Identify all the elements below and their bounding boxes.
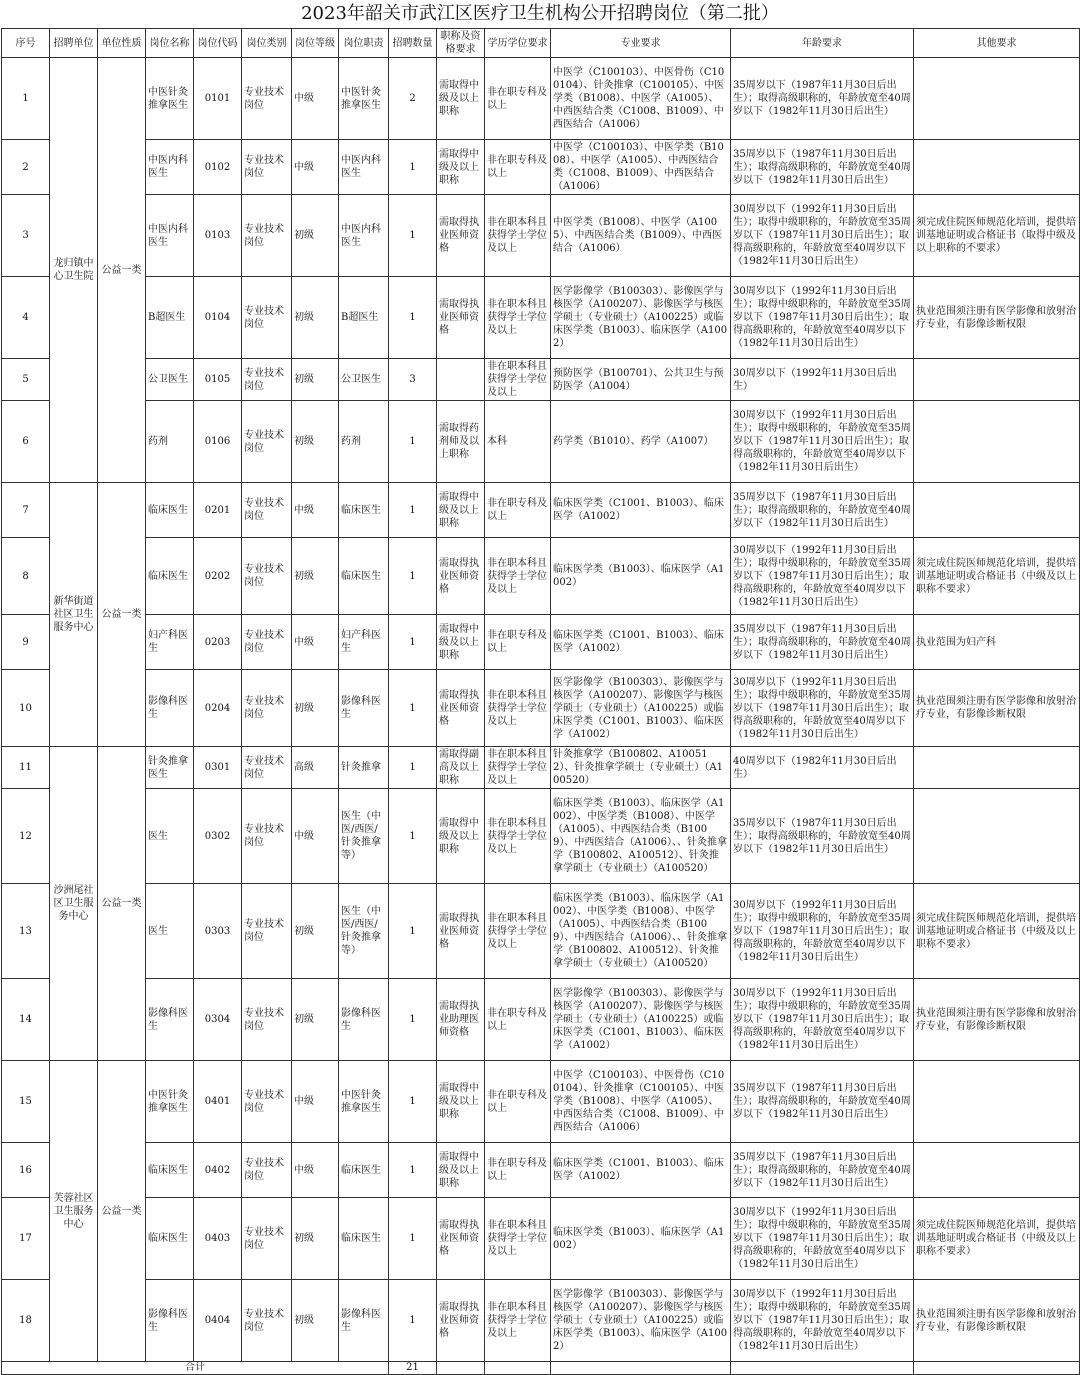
post-category: 专业技术岗位 [242, 277, 292, 359]
education-requirement: 非在职专科及以上 [485, 979, 551, 1061]
title-requirement: 需取得执业医师资格 [437, 195, 485, 277]
post-duty: 临床医生 [339, 483, 389, 538]
post-name: 影像科医生 [146, 670, 194, 747]
other-requirement: 执业范围为妇产科 [914, 615, 1080, 670]
post-level: 中级 [292, 1061, 339, 1143]
education-requirement: 非在职本科且获得学士学位及以上 [485, 1198, 551, 1280]
post-level: 初级 [292, 538, 339, 615]
hire-count: 3 [389, 359, 437, 401]
age-requirement: 35周岁以下（1987年11月30日后出生）；取得高级职称的，年龄放宽至40周岁以下（1982年11月30日后出生） [731, 789, 914, 884]
unit-nature: 公益一类 [98, 747, 146, 1061]
post-name: B超医生 [146, 277, 194, 359]
major-requirement: 临床医学类（C1001、B1003）、临床医学（A1002） [551, 1143, 731, 1198]
row-no: 9 [2, 615, 50, 670]
post-category: 专业技术岗位 [242, 359, 292, 401]
unit-name: 芙蓉社区卫生服务中心 [50, 1061, 98, 1362]
row-no: 3 [2, 195, 50, 277]
hire-count: 1 [389, 884, 437, 979]
hire-count: 1 [389, 277, 437, 359]
post-code: 0301 [194, 747, 242, 789]
title-requirement: 需取得执业助理医师资格 [437, 979, 485, 1061]
hire-count: 1 [389, 483, 437, 538]
age-requirement: 35周岁以下（1987年11月30日后出生）；取得高级职称的，年龄放宽至40周岁以下（1982年11月30日后出生） [731, 483, 914, 538]
post-duty: 影像科医生 [339, 670, 389, 747]
age-requirement: 30周岁以下（1992年11月30日后出生）；取得中级职称的，年龄放宽至35周岁以下（1987年11月30日后出生）；取得高级职称的，年龄放宽至40周岁以下（1982年11月30日后出生） [731, 1198, 914, 1280]
major-requirement: 临床医学类（C1001、B1003）、临床医学（A1002） [551, 483, 731, 538]
major-requirement: 中医学（C100103）、中医骨伤（C100104）、针灸推拿（C100105）、中医学类（B1008）、中医学（A1005）、中西医结合类（C1008、B1009）、中西医结合（A1006） [551, 58, 731, 140]
age-requirement: 30周岁以下（1992年11月30日后出生）；取得中级职称的，年龄放宽至35周岁以下（1987年11月30日后出生）；取得高级职称的，年龄放宽至40周岁以下（1982年11月30日后出生） [731, 884, 914, 979]
post-level: 中级 [292, 140, 339, 195]
title-requirement: 需取得中级及以上职称 [437, 140, 485, 195]
header-cell: 岗位职责 [339, 29, 389, 58]
title-requirement: 需取得中级及以上职称 [437, 615, 485, 670]
unit-name: 新华街道社区卫生服务中心 [50, 483, 98, 747]
post-category: 专业技术岗位 [242, 1061, 292, 1143]
hire-count: 1 [389, 401, 437, 483]
major-requirement: 中医学（C100103）、中医骨伤（C100104）、针灸推拿（C100105）、中医学类（B1008）、中医学（A1005）、中西医结合类（C1008、B1009）、中西医结合（A1006） [551, 1061, 731, 1143]
post-duty: 临床医生 [339, 1143, 389, 1198]
age-requirement: 30周岁以下（1992年11月30日后出生） [731, 359, 914, 401]
header-cell: 岗位类别 [242, 29, 292, 58]
row-no: 7 [2, 483, 50, 538]
post-name: 针灸推拿医生 [146, 747, 194, 789]
post-category: 专业技术岗位 [242, 884, 292, 979]
title-requirement: 需取得中级及以上职称 [437, 1061, 485, 1143]
row-no: 12 [2, 789, 50, 884]
post-code: 0104 [194, 277, 242, 359]
title-requirement: 需取得执业医师资格 [437, 277, 485, 359]
table-row [2, 1061, 1080, 1143]
row-no: 4 [2, 277, 50, 359]
empty-cell [551, 1362, 731, 1375]
hire-count: 2 [389, 58, 437, 140]
table-row [2, 615, 1080, 670]
education-requirement: 非在职本科且获得学士学位及以上 [485, 789, 551, 884]
post-duty: 中医针灸推拿医生 [339, 1061, 389, 1143]
post-level: 初级 [292, 195, 339, 277]
post-duty: B超医生 [339, 277, 389, 359]
post-duty: 针灸推拿 [339, 747, 389, 789]
unit-nature: 公益一类 [98, 58, 146, 483]
row-no: 14 [2, 979, 50, 1061]
post-code: 0106 [194, 401, 242, 483]
post-level: 初级 [292, 1280, 339, 1362]
post-name: 临床医生 [146, 1143, 194, 1198]
post-name: 临床医生 [146, 483, 194, 538]
major-requirement: 中医学类（B1008）、中医学（A1005）、中西医结合类（B1009）、中西医结合（A1006） [551, 195, 731, 277]
major-requirement: 临床医学类（B1003）、临床医学（A1002） [551, 538, 731, 615]
age-requirement: 30周岁以下（1992年11月30日后出生）；取得中级职称的，年龄放宽至35周岁以下（1987年11月30日后出生）；取得高级职称的，年龄放宽至40周岁以下（1982年11月30日后出生） [731, 1280, 914, 1362]
header-cell: 其他要求 [914, 29, 1080, 58]
education-requirement: 本科 [485, 401, 551, 483]
post-name: 中医内科医生 [146, 140, 194, 195]
other-requirement [914, 1143, 1080, 1198]
age-requirement: 30周岁以下（1992年11月30日后出生）；取得中级职称的，年龄放宽至35周岁以下（1987年11月30日后出生）；取得高级职称的，年龄放宽至40周岁以下（1982年11月30日后出生） [731, 670, 914, 747]
hire-count: 1 [389, 789, 437, 884]
post-category: 专业技术岗位 [242, 615, 292, 670]
row-no: 17 [2, 1198, 50, 1280]
header-cell: 年龄要求 [731, 29, 914, 58]
post-code: 0302 [194, 789, 242, 884]
row-no: 2 [2, 140, 50, 195]
total-row [2, 1362, 1080, 1375]
post-name: 影像科医生 [146, 1280, 194, 1362]
total-label: 合计 [2, 1362, 389, 1375]
row-no: 16 [2, 1143, 50, 1198]
other-requirement [914, 483, 1080, 538]
post-duty: 中医内科医生 [339, 140, 389, 195]
post-category: 专业技术岗位 [242, 58, 292, 140]
hire-count: 1 [389, 538, 437, 615]
age-requirement: 35周岁以下（1987年11月30日后出生）；取得高级职称的，年龄放宽至40周岁以下（1982年11月30日后出生） [731, 1061, 914, 1143]
post-duty: 中医针灸推拿医生 [339, 58, 389, 140]
title-requirement [437, 359, 485, 401]
post-code: 0304 [194, 979, 242, 1061]
education-requirement: 非在职本科且获得学士学位及以上 [485, 359, 551, 401]
header-cell: 职称及资格要求 [437, 29, 485, 58]
education-requirement: 非在职本科且获得学士学位及以上 [485, 884, 551, 979]
empty-cell [485, 1362, 551, 1375]
major-requirement: 临床医学类（C1001、B1003）、临床医学（A1002） [551, 615, 731, 670]
education-requirement: 非在职专科及以上 [485, 58, 551, 140]
education-requirement: 非在职本科且获得学士学位及以上 [485, 1280, 551, 1362]
title-requirement: 需取得副高及以上职称 [437, 747, 485, 789]
header-cell: 岗位代码 [194, 29, 242, 58]
other-requirement [914, 747, 1080, 789]
post-code: 0202 [194, 538, 242, 615]
row-no: 6 [2, 401, 50, 483]
major-requirement: 中医学（C100103）、中医学类（B1008）、中医学（A1005）、中西医结合类（C1008、B1009）、中西医结合（A1006） [551, 140, 731, 195]
table-row [2, 359, 1080, 401]
table-row [2, 884, 1080, 979]
age-requirement: 30周岁以下（1992年11月30日后出生）；取得中级职称的，年龄放宽至35周岁以下（1987年11月30日后出生）；取得高级职称的，年龄放宽至40周岁以下（1982年11月30日后出生） [731, 538, 914, 615]
post-level: 初级 [292, 401, 339, 483]
title-requirement: 需取得药剂师及以上职称 [437, 401, 485, 483]
post-code: 0402 [194, 1143, 242, 1198]
row-no: 15 [2, 1061, 50, 1143]
post-duty: 公卫医生 [339, 359, 389, 401]
age-requirement: 35周岁以下（1987年11月30日后出生）；取得高级职称的，年龄放宽至40周岁以下（1982年11月30日后出生） [731, 615, 914, 670]
post-code: 0101 [194, 58, 242, 140]
age-requirement: 30周岁以下（1992年11月30日后出生）；取得中级职称的，年龄放宽至35周岁以下（1987年11月30日后出生）；取得高级职称的，年龄放宽至40周岁以下（1982年11月30日后出生） [731, 277, 914, 359]
header-cell: 单位性质 [98, 29, 146, 58]
row-no: 10 [2, 670, 50, 747]
age-requirement: 40周岁以下（1982年11月30日后出生） [731, 747, 914, 789]
education-requirement: 非在职本科且获得学士学位及以上 [485, 195, 551, 277]
post-code: 0201 [194, 483, 242, 538]
major-requirement: 临床医学类（B1003）、临床医学（A1002） [551, 1198, 731, 1280]
post-name: 中医内科医生 [146, 195, 194, 277]
post-name: 医生 [146, 884, 194, 979]
table-row [2, 789, 1080, 884]
other-requirement: 须完成住院医师规范化培训，提供培训基地证明或合格证书（中级及以上职称不要求） [914, 1198, 1080, 1280]
major-requirement: 医学影像学（B100303）、影像医学与核医学（A100207）、影像医学与核医学硕士（专业硕士）（A100225）或临床医学类（B1003）、临床医学（A1002） [551, 1280, 731, 1362]
post-code: 0404 [194, 1280, 242, 1362]
header-cell: 学历学位要求 [485, 29, 551, 58]
post-code: 0401 [194, 1061, 242, 1143]
total-count: 21 [389, 1362, 437, 1375]
header-cell: 岗位等级 [292, 29, 339, 58]
post-category: 专业技术岗位 [242, 195, 292, 277]
post-name: 影像科医生 [146, 979, 194, 1061]
table-header-row [2, 29, 1080, 58]
education-requirement: 非在职专科及以上 [485, 483, 551, 538]
title-requirement: 需取得执业医师资格 [437, 1198, 485, 1280]
other-requirement: 执业范围须注册有医学影像和放射治疗专业，有影像诊断权限 [914, 979, 1080, 1061]
age-requirement: 30周岁以下（1992年11月30日后出生）；取得中级职称的，年龄放宽至35周岁以下（1987年11月30日后出生）；取得高级职称的，年龄放宽至40周岁以下（1982年11月30日后出生） [731, 979, 914, 1061]
row-no: 5 [2, 359, 50, 401]
table-row [2, 58, 1080, 140]
page-title: 2023年韶关市武江区医疗卫生机构公开招聘岗位（第二批） [301, 3, 779, 24]
post-name: 临床医生 [146, 1198, 194, 1280]
post-duty: 影像科医生 [339, 979, 389, 1061]
unit-nature: 公益一类 [98, 483, 146, 747]
title-requirement: 需取得中级及以上职称 [437, 789, 485, 884]
major-requirement: 医学影像学（B100303）、影像医学与核医学（A100207）、影像医学与核医学硕士（专业硕士）（A100225）或临床医学类（C1001、B1003）、临床医学（A1002） [551, 670, 731, 747]
other-requirement: 执业范围须注册有医学影像和放射治疗专业，有影像诊断权限 [914, 1280, 1080, 1362]
major-requirement: 临床医学类（B1003）、临床医学（A1002）、中医学类（B1008）、中医学（A1005）、中西医结合类（B1009）、中西医结合（A1006）、、针灸推拿学（B100802、A100512）、针灸推拿学硕士（专业硕士）（A100520） [551, 884, 731, 979]
post-level: 中级 [292, 58, 339, 140]
post-name: 中医针灸推拿医生 [146, 1061, 194, 1143]
post-duty: 药剂 [339, 401, 389, 483]
title-requirement: 需取得中级及以上职称 [437, 483, 485, 538]
major-requirement: 临床医学类（B1003）、临床医学（A1002）、中医学类（B1008）、中医学（A1005）、中西医结合类（B1009）、中西医结合（A1006）、、针灸推拿学（B100802、A100512）、针灸推拿学硕士（专业硕士）（A100520） [551, 789, 731, 884]
post-level: 高级 [292, 747, 339, 789]
table-row [2, 140, 1080, 195]
post-level: 中级 [292, 789, 339, 884]
empty-cell [914, 1362, 1080, 1375]
row-no: 13 [2, 884, 50, 979]
hire-count: 1 [389, 1061, 437, 1143]
table-row [2, 277, 1080, 359]
post-category: 专业技术岗位 [242, 1198, 292, 1280]
title-requirement: 需取得执业医师资格 [437, 670, 485, 747]
header-cell: 序号 [2, 29, 50, 58]
table-row [2, 979, 1080, 1061]
table-row [2, 1198, 1080, 1280]
title-requirement: 需取得中级及以上职称 [437, 1143, 485, 1198]
recruitment-table [1, 28, 1080, 1375]
major-requirement: 预防医学（B100701）、公共卫生与预防医学（A1004） [551, 359, 731, 401]
title-requirement: 需取得执业医师资格 [437, 538, 485, 615]
post-duty: 影像科医生 [339, 1280, 389, 1362]
row-no: 11 [2, 747, 50, 789]
title-requirement: 需取得中级及以上职称 [437, 58, 485, 140]
other-requirement: 执业范围须注册有医学影像和放射治疗专业，有影像诊断权限 [914, 277, 1080, 359]
post-duty: 临床医生 [339, 1198, 389, 1280]
education-requirement: 非在职专科及以上 [485, 1143, 551, 1198]
major-requirement: 针灸推拿学（B100802、A100512）、针灸推拿学硕士（专业硕士）（A100520） [551, 747, 731, 789]
hire-count: 1 [389, 670, 437, 747]
education-requirement: 非在职专科及以上 [485, 615, 551, 670]
other-requirement [914, 58, 1080, 140]
table-row [2, 1143, 1080, 1198]
table-row [2, 195, 1080, 277]
post-level: 初级 [292, 359, 339, 401]
empty-cell [437, 1362, 485, 1375]
post-category: 专业技术岗位 [242, 1143, 292, 1198]
education-requirement: 非在职本科且获得学士学位及以上 [485, 538, 551, 615]
post-code: 0403 [194, 1198, 242, 1280]
post-duty: 临床医生 [339, 538, 389, 615]
header-cell: 岗位名称 [146, 29, 194, 58]
age-requirement: 35周岁以下（1987年11月30日后出生）；取得高级职称的，年龄放宽至40周岁以下（1982年11月30日后出生） [731, 1143, 914, 1198]
other-requirement: 须完成住院医师规范化培训，提供培训基地证明或合格证书（取得中级及以上职称的不要求） [914, 195, 1080, 277]
hire-count: 1 [389, 747, 437, 789]
table-row [2, 483, 1080, 538]
other-requirement [914, 359, 1080, 401]
post-category: 专业技术岗位 [242, 979, 292, 1061]
unit-name: 沙洲尾社区卫生服务中心 [50, 747, 98, 1061]
post-level: 中级 [292, 1143, 339, 1198]
header-cell: 专业要求 [551, 29, 731, 58]
post-duty: 妇产科医生 [339, 615, 389, 670]
post-level: 初级 [292, 1198, 339, 1280]
education-requirement: 非在职专科及以上 [485, 140, 551, 195]
post-category: 专业技术岗位 [242, 483, 292, 538]
hire-count: 1 [389, 1143, 437, 1198]
post-duty: 医生（中医/西医/针灸推拿等） [339, 884, 389, 979]
hire-count: 1 [389, 195, 437, 277]
post-level: 初级 [292, 979, 339, 1061]
table-row [2, 1280, 1080, 1362]
post-category: 专业技术岗位 [242, 789, 292, 884]
other-requirement [914, 401, 1080, 483]
age-requirement: 35周岁以下（1987年11月30日后出生）；取得高级职称的，年龄放宽至40周岁以下（1982年11月30日后出生） [731, 58, 914, 140]
hire-count: 1 [389, 615, 437, 670]
major-requirement: 医学影像学（B100303）、影像医学与核医学（A100207）、影像医学与核医学硕士（专业硕士）（A100225）或临床医学类（B1003）、临床医学（A1002） [551, 277, 731, 359]
post-code: 0204 [194, 670, 242, 747]
major-requirement: 医学影像学（B100303）、影像医学与核医学（A100207）、影像医学与核医学硕士（专业硕士）（A100225）或临床医学类（C1001、B1003）、临床医学（A1002） [551, 979, 731, 1061]
education-requirement: 非在职本科且获得学士学位及以上 [485, 277, 551, 359]
post-duty: 中医内科医生 [339, 195, 389, 277]
post-name: 中医针灸推拿医生 [146, 58, 194, 140]
other-requirement: 须完成住院医师规范化培训，提供培训基地证明或合格证书（中级及以上职称不要求） [914, 884, 1080, 979]
title-requirement: 需取得执业医师资格 [437, 1280, 485, 1362]
other-requirement [914, 789, 1080, 884]
other-requirement [914, 1061, 1080, 1143]
age-requirement: 35周岁以下（1987年11月30日后出生）；取得高级职称的，年龄放宽至40周岁以下（1982年11月30日后出生） [731, 140, 914, 195]
post-category: 专业技术岗位 [242, 140, 292, 195]
other-requirement: 须完成住院医师规范化培训，提供培训基地证明或合格证书（中级及以上职称不要求） [914, 538, 1080, 615]
education-requirement: 非在职本科且获得学士学位及以上 [485, 670, 551, 747]
education-requirement: 非在职专科及以上 [485, 1061, 551, 1143]
post-code: 0105 [194, 359, 242, 401]
table-row [2, 401, 1080, 483]
post-level: 初级 [292, 884, 339, 979]
post-name: 临床医生 [146, 538, 194, 615]
age-requirement: 30周岁以下（1992年11月30日后出生）；取得中级职称的，年龄放宽至35周岁以下（1987年11月30日后出生）；取得高级职称的，年龄放宽至40周岁以下（1982年11月30日后出生） [731, 401, 914, 483]
post-duty: 医生（中医/西医/针灸推拿等） [339, 789, 389, 884]
header-cell: 招聘单位 [50, 29, 98, 58]
row-no: 1 [2, 58, 50, 140]
hire-count: 1 [389, 979, 437, 1061]
post-level: 中级 [292, 615, 339, 670]
empty-cell [731, 1362, 914, 1375]
row-no: 18 [2, 1280, 50, 1362]
post-category: 专业技术岗位 [242, 670, 292, 747]
post-category: 专业技术岗位 [242, 1280, 292, 1362]
major-requirement: 药学类（B1010）、药学（A1007） [551, 401, 731, 483]
post-code: 0303 [194, 884, 242, 979]
post-name: 医生 [146, 789, 194, 884]
table-row [2, 670, 1080, 747]
age-requirement: 30周岁以下（1992年11月30日后出生）；取得中级职称的，年龄放宽至35周岁以下（1987年11月30日后出生）；取得高级职称的，年龄放宽至40周岁以下（1982年11月30日后出生） [731, 195, 914, 277]
other-requirement: 执业范围须注册有医学影像和放射治疗专业，有影像诊断权限 [914, 670, 1080, 747]
post-name: 公卫医生 [146, 359, 194, 401]
education-requirement: 非在职本科且获得学士学位及以上 [485, 747, 551, 789]
post-level: 初级 [292, 277, 339, 359]
unit-name: 龙归镇中心卫生院 [50, 58, 98, 483]
post-level: 中级 [292, 483, 339, 538]
other-requirement [914, 140, 1080, 195]
table-row [2, 538, 1080, 615]
post-category: 专业技术岗位 [242, 538, 292, 615]
row-no: 8 [2, 538, 50, 615]
post-category: 专业技术岗位 [242, 747, 292, 789]
post-name: 药剂 [146, 401, 194, 483]
post-code: 0203 [194, 615, 242, 670]
unit-nature: 公益一类 [98, 1061, 146, 1362]
header-cell: 招聘数量 [389, 29, 437, 58]
post-code: 0102 [194, 140, 242, 195]
hire-count: 1 [389, 140, 437, 195]
post-code: 0103 [194, 195, 242, 277]
table-row [2, 747, 1080, 789]
post-category: 专业技术岗位 [242, 401, 292, 483]
post-name: 妇产科医生 [146, 615, 194, 670]
hire-count: 1 [389, 1280, 437, 1362]
title-requirement: 需取得执业医师资格 [437, 884, 485, 979]
post-level: 初级 [292, 670, 339, 747]
hire-count: 1 [389, 1198, 437, 1280]
